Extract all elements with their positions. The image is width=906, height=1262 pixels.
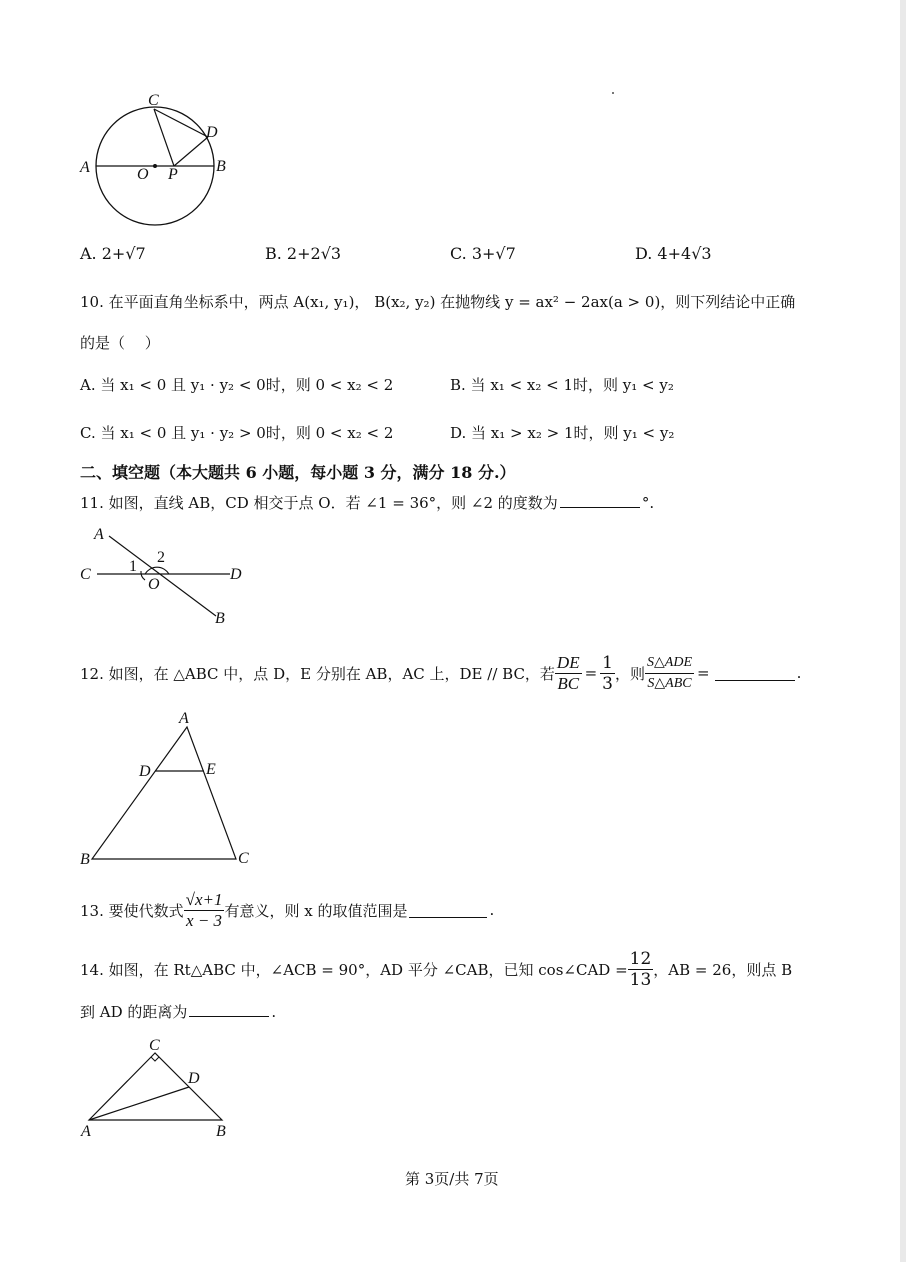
center-dot [153, 164, 157, 168]
equals-sign: = [584, 664, 598, 682]
fraction-sqrt [184, 890, 225, 931]
q9-option-d: D. 4+4√3 [635, 244, 712, 263]
label-o: O [137, 166, 149, 183]
label-a: A [94, 526, 104, 543]
q11-unit: °. [641, 494, 655, 512]
q10-option-c: C. 当 x₁ < 0 且 y₁ · y₂ > 0时，则 0 < x₂ < 2 [80, 424, 394, 442]
q13-text: 13. 要使代数式 [80, 901, 184, 920]
equals-sign: = [697, 664, 710, 682]
q11-stem [80, 492, 654, 513]
label-2: 2 [157, 549, 165, 566]
triangle-abc [89, 1053, 222, 1120]
q10-stem-line2: 的是（ ） [80, 334, 160, 352]
q10-option-d: D. 当 x₁ > x₂ > 1时，则 y₁ < y₂ [450, 424, 675, 442]
circle-figure [75, 88, 235, 233]
page-number: 第 3页/共 7页 [405, 1170, 499, 1188]
label-a: A [81, 1123, 91, 1140]
label-o: O [148, 576, 160, 593]
q14-answer-blank [189, 1002, 269, 1017]
label-d: D [139, 763, 151, 780]
frac-num: 1 [602, 652, 613, 673]
q14-stem-line1 [80, 946, 792, 992]
frac-den: 13 [629, 969, 652, 990]
q13-stem [80, 886, 494, 934]
q13-text-after: 有意义，则 x 的取值范围是 [224, 901, 408, 920]
angle-1-arc [141, 571, 145, 580]
frac-den: x − 3 [186, 910, 223, 930]
frac-den: S△ABC [647, 675, 692, 691]
q13-answer-blank [409, 903, 487, 918]
frac-den: 3 [602, 673, 613, 694]
line-ab [109, 536, 216, 616]
page-edge [900, 0, 906, 1262]
label-b: B [80, 851, 90, 868]
label-d: D [230, 566, 242, 583]
frac-num: 12 [629, 948, 652, 969]
q14-stem-line2 [80, 1001, 276, 1022]
q9-option-a: A. 2+√7 [80, 244, 146, 263]
right-triangle-figure [75, 1035, 245, 1145]
label-b: B [215, 610, 225, 627]
label-1: 1 [129, 558, 137, 575]
segment-dp [174, 137, 208, 166]
q9-option-c: C. 3+√7 [450, 244, 516, 263]
angle-2-arc [145, 567, 169, 574]
label-d: D [206, 124, 218, 141]
q14-text-line2: 到 AD 的距离为 [80, 1003, 188, 1021]
label-c: C [148, 92, 159, 109]
q10-option-a: A. 当 x₁ < 0 且 y₁ · y₂ < 0时，则 0 < x₂ < 2 [80, 376, 394, 394]
q12-answer-blank [715, 666, 795, 681]
q11-text: 11. 如图，直线 AB，CD 相交于点 O．若 ∠1 = 36°，则 ∠2 的度数为 [80, 494, 558, 512]
q14-text-after: ，AB = 26，则点 B [653, 960, 793, 979]
frac-num: S△ADE [645, 653, 694, 674]
label-b: B [216, 1123, 226, 1140]
triangle-figure [75, 705, 265, 875]
q9-option-b: B. 2+2√3 [265, 244, 342, 263]
fraction-de-bc [555, 653, 582, 694]
section-title: 二、填空题（本大题共 6 小题，每小题 3 分，满分 18 分.） [80, 463, 516, 482]
frac-num: √x+1 [185, 889, 223, 909]
label-e: E [206, 761, 216, 778]
label-c: C [149, 1037, 160, 1054]
fraction-area-ratio [645, 653, 694, 694]
label-a: A [80, 159, 90, 176]
label-p: P [168, 166, 178, 183]
label-d: D [188, 1070, 200, 1087]
intersecting-lines-figure [75, 520, 255, 630]
q14-text: 14. 如图，在 Rt△ABC 中，∠ACB = 90°，AD 平分 ∠CAB，已知 cos∠CAD = [80, 960, 628, 979]
speck [612, 92, 614, 94]
q12-text: 12. 如图，在 △ABC 中，点 D，E 分别在 AB，AC 上，DE // BC，若 [80, 664, 555, 683]
fraction-12-13 [628, 949, 654, 990]
frac-den: BC [557, 673, 580, 693]
label-b: B [216, 158, 226, 175]
frac-num: DE [556, 652, 580, 672]
q10-option-b: B. 当 x₁ < x₂ < 1时，则 y₁ < y₂ [450, 376, 674, 394]
q12-mid-text: ，则 [615, 664, 646, 683]
q11-answer-blank [560, 493, 640, 508]
label-c: C [80, 566, 91, 583]
period: . [271, 1003, 277, 1021]
q10-stem-line1: 10. 在平面直角坐标系中，两点 A(x₁, y₁)， B(x₂, y₂) 在抛物线 y = ax² − 2ax(a > 0)，则下列结论中正确 [80, 293, 796, 311]
q12-stem [80, 648, 801, 698]
label-a: A [179, 710, 189, 727]
triangle-abc [92, 727, 236, 859]
right-angle-mark [151, 1057, 159, 1061]
period: . [489, 901, 495, 919]
period: . [796, 664, 802, 682]
segment-ad [89, 1087, 189, 1120]
label-c: C [238, 850, 249, 867]
fraction-one-third [600, 653, 615, 694]
